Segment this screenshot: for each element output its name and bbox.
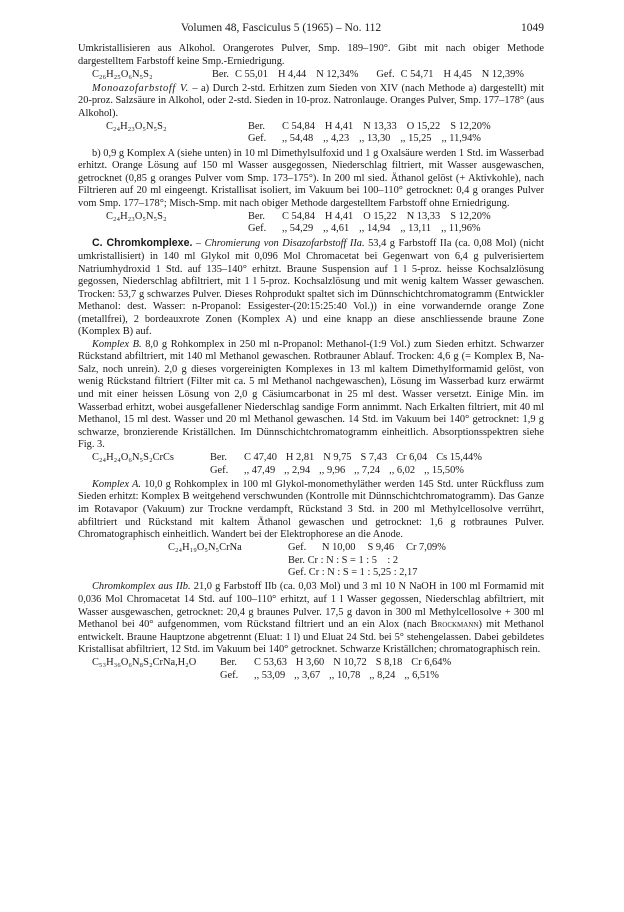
analysis-3-formula: C₂₄H₂₃O₅N₅S₂ [106, 210, 167, 222]
ratio-ber: Ber. Cr : N : S = 1 : 5 : 2 [288, 554, 399, 566]
analysis-1: C₂₆H₂₅O₆N₅S₂ Ber. C 55,01 H 4,44 N 12,34% Gef. C 54,71 H 4,45 N 12,39% [92, 68, 524, 80]
paragraph-chromkomplexe: C. Chromkomplexe. – Chromierung von Disazofarbstoff IIa. 53,4 g Farbstoff IIa (ca. 0,08 Mol) (nicht umkristallisiert) in 140 ml Glykol mit 0,096 Mol Chromacetat bei Gegenwart von 6,4 g pulverisiertem Natriumhydroxid 1 Std. auf 135–140° erhitzt. Braune Suspension auf 1 l 5-proz. heisse Kochsalzlösung gegossen, Niederschlag abfiltriert, mit 1 l 5-proz. Kochsalzlösung und mit wenig kaltem Wasser gewaschen. Trocken: 53,7 g schwarzes Pulver. Dieses Rohprodukt spaltet sich im Dünnschichtchromatogramm (Entwickler Methanol: dest. Wasser: n-Propanol: Essigester-(20:15:25:40 Vol.)) in eine vorwandernde orange Zone (metallfrei), 2 bordeauxrote Zonen (Komplex A) und eine knapp an diese anschliessende braune Zone (Komplex B) auf. [78, 237, 544, 338]
analysis-2: C₂₄H₂₃O₅N₅S₂ Ber. C 54,84 H 4,41 N 13,33 O 15,22 S 12,20% Gef. ,, 54,48 ,, 4,23 ,, 13,30 ,, 15,25 ,, 11,94% [106, 120, 491, 145]
author-name: Brockmann [430, 619, 479, 631]
paragraph-komplex-a: Komplex A. 10,0 g Rohkomplex in 100 ml Glykol-monomethyläther werden 145 Std. unter Rückfluss zum Sieden erhitzt: Komplex B weitgehend verschwunden (Kontrolle mit Dünnschichtchromatogramm). Das Ganze im Rotavapor (Vakuum) zur Trockne verdampft, Rückstand 3 Std. in 200 ml Methylcellosolve verrührt, abfiltriert und Rückstand mit kaltem Äthanol gewaschen und getrocknet: 1,6 g rotbraunes Pulver. Chromatographisch einheitlich. Wandert bei der Elektrophorese an die Anode. [78, 478, 544, 541]
analysis-5-formula: C₂₄H₁₉O₅N₅CrNa [168, 542, 242, 554]
ratio-gef: Gef. Cr : N : S = 1 : 5,25 : 2,17 [288, 567, 418, 579]
section-lead: Komplex A. [92, 478, 141, 490]
paragraph-method-b: b) 0,9 g Komplex A (siehe unten) in 10 ml Dimethylsulfoxid und 1 g Oxalsäure werden 1 Std. im Wasserbad erhitzt. Orange Lösung auf 150 ml Wasser ausgegossen, Niederschlag filtriert, mit Wasser ausgewaschen, getrocknet (0,85 g oranges Pulver vom Smp. 173–175°). In 200 ml sied. Äthanol gelöst (+ Aktivkohle), nach Filtrieren auf 20 ml eingeengt. Kristallisat isoliert, im Vakuum bei 100–110° getrocknet: 0,4 g oranges Pulver vom Smp. 177–178°; Misch-Smp. mit nach obiger Methode dargestelltem Farbstoff ohne Erniedrigung. [78, 147, 544, 209]
analysis-1-formula: C₂₆H₂₅O₆N₅S₂ [92, 68, 153, 80]
analysis-5: C₂₄H₁₉O₅N₅CrNa Gef. N 10,00 S 9,46 Cr 7,09% Ber. Cr : N : S = 1 : 5 : 2 Gef. Cr : N : S = 1 : 5,25 : 2,17 [168, 542, 446, 579]
page-number: 1049 [521, 22, 544, 34]
running-title: Volumen 48, Fasciculus 5 (1965) – No. 112 [180, 22, 382, 34]
analysis-6: C₅₃H₃₆O₆N₈S₂CrNa,H₂O Ber. C 53,63 H 3,60 N 10,72 S 8,18 Cr 6,64% Gef. ,, 53,09 ,, 3,67 ,, 10,78 ,, 8,24 ,, 6,51% [92, 657, 452, 681]
section-lead: Chromierung von Disazofarbstoff IIa. [204, 238, 365, 250]
analysis-3: C₂₄H₂₃O₅N₅S₂ Ber. C 54,84 H 4,41 O 15,22 N 13,33 S 12,20% Gef. ,, 54,29 ,, 4,61 ,, 14,94 ,, 13,11 ,, 11,96% [106, 210, 491, 235]
paragraph-monoazofarbstoff: Monoazofarbstoff V. – a) Durch 2-std. Erhitzen zum Sieden von XIV (nach Methode a) dargestellt) mit 20-proz. Salzsäure in Alkohol, oder 2-std. Sieden in 10-proz. Natronlauge. Oranges Pulver, Smp. 177–178° (aus Alkohol). [78, 82, 544, 119]
page-header [78, 22, 544, 38]
section-lead: Monoazofarbstoff V. [92, 82, 189, 94]
paragraph-komplex-b: Komplex B. 8,0 g Rohkomplex in 250 ml n-Propanol: Methanol-(1:9 Vol.) zum Sieden erhitzt. Schwarzer Rückstand abfiltriert, mit 140 ml Methanol gewaschen. Rotbrauner Ablauf. Trocken: 4,6 g (= Komplex B, Na-Salz, noch unrein). 2,0 g dieses vorgereinigten Komplexes in 13 ml kaltem Dimethylformamid gelöst, von wenig Rückstand filtriert (Filter mit ca. 5 ml Methanol nachgewaschen), Lösung im Wasserbad kurz erwärmt und mit einer heissen Lösung von 2,0 g Cäsiumcarbonat in 25 ml dest. Wasser versetzt. Einige Min. im Wasserbad erhitzt, wobei ausgefallener Niederschlag sandige Form annimmt. Nach Erkalten filtriert, mit 40 ml Methanol, 15 ml dest. Wasser und 20 ml Methanol gewaschen. 14 Std. im Vakuum bei 140° getrocknet: 1,9 g schwarze, bronzierende Kriställchen. Im Dünnschichtchromatogramm einheitlich. Absorptionsspektren siehe Fig. 3. [78, 338, 544, 451]
analysis-4: C₂₄H₂₄O₆N₅S₂CrCs Ber. C 47,40 H 2,81 N 9,75 S 7,43 Cr 6,04 Cs 15,44% Gef. ,, 47,49 ,, 2,94 ,, 9,96 ,, 7,24 ,, 6,02 ,, 15,50% [92, 452, 482, 476]
section-heading: C. Chromkomplexe. [92, 237, 193, 250]
text-column [78, 43, 544, 684]
analysis-6-formula: C₅₃H₃₆O₆N₈S₂CrNa,H₂O [92, 657, 197, 669]
analysis-2-formula: C₂₄H₂₃O₅N₅S₂ [106, 120, 167, 132]
paragraph-umkristallisieren: Umkristallisieren aus Alkohol. Orangerotes Pulver, Smp. 189–190°. Gibt mit nach obiger Methode dargestelltem Farbstoff keine Smp.-Erniedrigung. [78, 43, 544, 67]
analysis-4-formula: C₂₄H₂₄O₆N₅S₂CrCs [92, 452, 174, 464]
section-lead: Komplex B. [92, 338, 142, 350]
section-lead: Chromkomplex aus IIb. [92, 581, 191, 593]
paragraph-chromkomplex-iib: Chromkomplex aus IIb. 21,0 g Farbstoff IIb (ca. 0,03 Mol) und 3 ml 10 N NaOH in 100 ml Formamid mit 0,036 Mol Chromacetat 14 Std. auf 100–110° erhitzt, auf 1 l Wasser gegossen, Niederschlag abfiltriert, mit Wasser ausgewaschen, getrocknet: 20,4 g braunes Pulver. 17,5 g davon in 300 ml Methylcellosolve + 300 ml Methanol bei 40° aufgenommen, vom Rückstand filtriert und an ein Alox (nach Brockmann) mit Methanol entwickelt. Braune Hauptzone abgetrennt (Eluat: 1 l) und Eluat 24 Std. bei 5° stehengelassen. Dabei gebildetes Kristallisat abfiltriert, 12 Std. im Vakuum bei 140° getrocknet. Schwarze Kriställchen; chromatographisch rein. [78, 581, 544, 656]
